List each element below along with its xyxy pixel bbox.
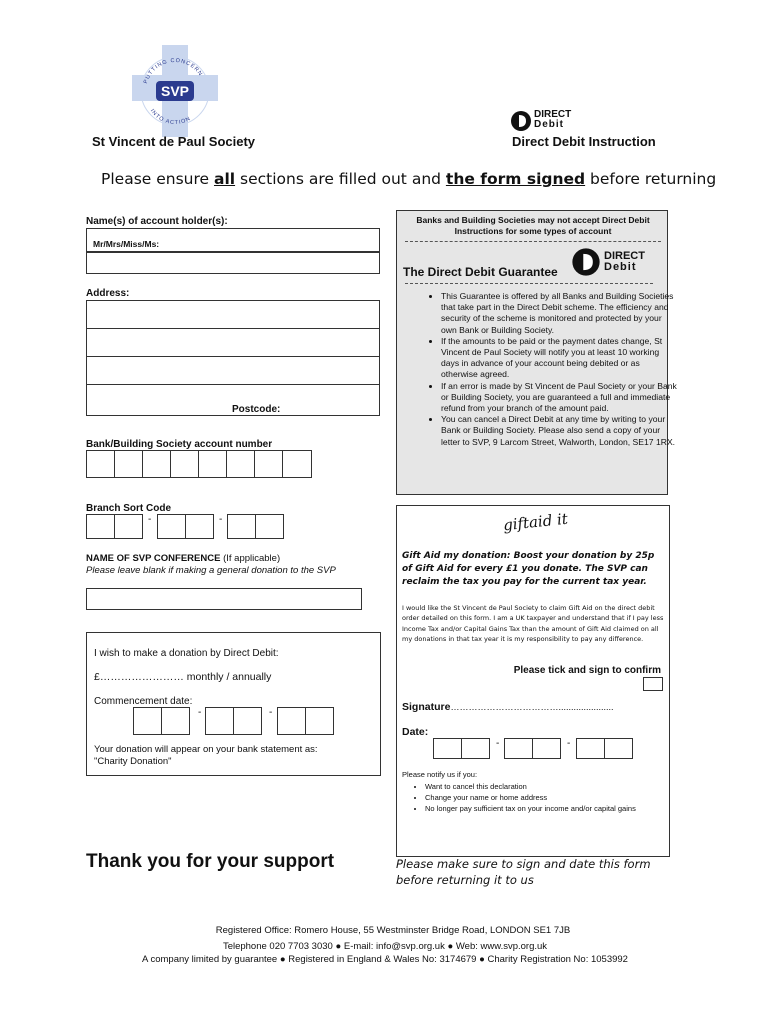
giftaid-year-2[interactable] bbox=[604, 738, 633, 759]
title-label: Mr/Mrs/Miss/Ms: bbox=[93, 239, 160, 249]
sort-code-separator: - bbox=[148, 514, 152, 525]
svp-logo bbox=[132, 45, 218, 137]
sort-code-digit-5[interactable] bbox=[227, 514, 256, 539]
guarantee-divider bbox=[405, 283, 653, 284]
guarantee-list bbox=[425, 291, 677, 448]
bullet-icon: ● bbox=[335, 941, 344, 952]
notice-post: before returning bbox=[585, 170, 717, 188]
statement-note-line2: "Charity Donation" bbox=[94, 756, 172, 767]
giftaid-month-1[interactable] bbox=[504, 738, 533, 759]
sort-code-digit-2[interactable] bbox=[114, 514, 143, 539]
sort-code-digit-6[interactable] bbox=[255, 514, 284, 539]
notice-line bbox=[101, 170, 716, 188]
account-number-digit-5[interactable] bbox=[198, 450, 227, 478]
bullet-icon: ● bbox=[447, 941, 456, 952]
bullet-icon: ● bbox=[279, 954, 289, 965]
commencement-day-1[interactable] bbox=[133, 707, 162, 735]
sign-reminder: Please make sure to sign and date this form before returning it to us bbox=[396, 857, 651, 887]
signature-label: Signature bbox=[402, 701, 451, 713]
giftaid-date-separator: - bbox=[567, 738, 571, 749]
giftaid-date-separator: - bbox=[496, 738, 500, 749]
conference-label-note: (If applicable) bbox=[220, 553, 281, 564]
guarantee-item: • This Guarantee is offered by all Banks and Building Societies that take part in the Direct Debit scheme. The efficiency and security of the scheme is monitored and protected by your own Bank or Building Society. bbox=[441, 291, 677, 336]
dd-logo-line2: Debit bbox=[534, 119, 564, 130]
conference-label bbox=[86, 553, 280, 564]
conference-label-bold: NAME OF SVP CONFERENCE bbox=[86, 553, 221, 564]
svg-text:INTO ACTION: INTO ACTION bbox=[148, 108, 193, 127]
guarantee-dd-logo-line1: DIRECT bbox=[604, 250, 645, 262]
guarantee-notice: Banks and Building Societies may not accept Direct Debit Instructions for some types of account bbox=[416, 215, 650, 236]
footer bbox=[0, 924, 770, 966]
bullet-icon: ● bbox=[479, 954, 488, 965]
account-number-digit-4[interactable] bbox=[170, 450, 199, 478]
conference-name-field[interactable] bbox=[86, 588, 362, 610]
footer-registration bbox=[0, 953, 770, 966]
footer-contact bbox=[0, 940, 770, 953]
account-number-digit-7[interactable] bbox=[254, 450, 283, 478]
guarantee-item: • If an error is made by St Vincent de Paul Society or your Bank or Building Society, you are guaranteed a full and immediate refund from your branch of the amount paid. bbox=[441, 381, 677, 415]
donation-box bbox=[86, 632, 381, 776]
footer-charity: Charity Registration No: 1053992 bbox=[487, 954, 628, 965]
conference-hint: Please leave blank if making a general donation to the SVP bbox=[86, 565, 336, 576]
sort-code-digit-3[interactable] bbox=[157, 514, 186, 539]
sort-code-digit-4[interactable] bbox=[185, 514, 214, 539]
gift-aid-box bbox=[396, 505, 670, 857]
account-number-digit-2[interactable] bbox=[114, 450, 143, 478]
giftaid-declaration: I would like the St Vincent de Paul Society to claim Gift Aid on the direct debit order detailed on this form. I am a UK taxpayer and understand that if I pay less Income Tax and/or Capital Gains Tax than the amount of Gift Aid claimed on all my donations in that tax year it is my responsibility to pay any difference. bbox=[402, 604, 664, 643]
account-number-digit-3[interactable] bbox=[142, 450, 171, 478]
svg-text:PUTTING CONCERN: PUTTING CONCERN bbox=[143, 57, 204, 85]
postcode-field[interactable] bbox=[86, 384, 380, 416]
notify-item: • No longer pay sufficient tax on your income and/or capital gains bbox=[425, 803, 681, 814]
account-number-digit-6[interactable] bbox=[226, 450, 255, 478]
account-number-label: Bank/Building Society account number bbox=[86, 439, 273, 450]
confirm-checkbox[interactable] bbox=[643, 677, 663, 691]
sort-code-digit-1[interactable] bbox=[86, 514, 115, 539]
statement-note-line1: Your donation will appear on your bank statement as: bbox=[94, 744, 318, 755]
giftaid-day-2[interactable] bbox=[461, 738, 490, 759]
direct-debit-symbol-icon bbox=[571, 247, 601, 277]
svp-cross-icon bbox=[132, 45, 218, 137]
giftaid-day-1[interactable] bbox=[433, 738, 462, 759]
title-field[interactable] bbox=[86, 228, 380, 252]
direct-debit-symbol-icon bbox=[510, 110, 532, 132]
notify-list bbox=[409, 781, 681, 814]
footer-address: Registered Office: Romero House, 55 Westminster Bridge Road, LONDON SE1 7JB bbox=[215, 925, 571, 936]
dd-logo-line1: DIRECT bbox=[534, 109, 572, 120]
footer-email[interactable]: E-mail: info@svp.org.uk bbox=[343, 941, 445, 952]
instruction-title: Direct Debit Instruction bbox=[512, 134, 656, 149]
commencement-year-1[interactable] bbox=[277, 707, 306, 735]
notice-signed: the form signed bbox=[445, 170, 586, 188]
account-number-digit-1[interactable] bbox=[86, 450, 115, 478]
account-number-digit-8[interactable] bbox=[282, 450, 312, 478]
postcode-label: Postcode: bbox=[232, 404, 281, 415]
giftaid-year-1[interactable] bbox=[576, 738, 605, 759]
commencement-separator: - bbox=[198, 707, 202, 718]
signature-dots: ………………………………...................... bbox=[450, 702, 614, 712]
donation-amount-text[interactable]: £…………………… monthly / annually bbox=[94, 671, 272, 683]
giftaid-month-2[interactable] bbox=[532, 738, 561, 759]
notice-mid: sections are filled out and bbox=[235, 170, 446, 188]
notify-item: • Change your name or home address bbox=[425, 792, 681, 803]
address-label: Address: bbox=[86, 288, 130, 299]
footer-registered: Registered in England & Wales No: 3174679 bbox=[288, 954, 477, 965]
guarantee-item: • You can cancel a Direct Debit at any time by writing to your Bank or Building Society. Please also send a copy of your letter to SVP, 9 Larcom Street, Walworth, London, SE17 1RX. bbox=[441, 414, 677, 448]
guarantee-title: The Direct Debit Guarantee bbox=[403, 265, 558, 279]
address-line-2-field[interactable] bbox=[86, 328, 380, 357]
commencement-month-2[interactable] bbox=[233, 707, 262, 735]
footer-company: A company limited by guarantee bbox=[142, 954, 278, 965]
sort-code-separator: - bbox=[219, 514, 223, 525]
guarantee-divider bbox=[405, 241, 661, 242]
address-line-1-field[interactable] bbox=[86, 300, 380, 329]
guarantee-dd-logo bbox=[571, 247, 663, 277]
address-line-3-field[interactable] bbox=[86, 356, 380, 385]
notice-all: all bbox=[213, 170, 236, 188]
giftaid-date-label: Date: bbox=[402, 726, 429, 738]
notice-pre: Please ensure bbox=[101, 170, 214, 188]
commencement-year-2[interactable] bbox=[305, 707, 334, 735]
sort-code-label: Branch Sort Code bbox=[86, 503, 172, 514]
logo-mark: SVP bbox=[160, 83, 190, 99]
giftaid-logo: giftaid it bbox=[502, 509, 569, 535]
notify-item: • Want to cancel this declaration bbox=[425, 781, 681, 792]
direct-debit-logo bbox=[510, 108, 606, 134]
account-holder-label: Name(s) of account holder(s): bbox=[86, 216, 228, 227]
commencement-label: Commencement date: bbox=[94, 696, 193, 707]
footer-web[interactable]: Web: www.svp.org.uk bbox=[455, 941, 548, 952]
tick-label: Please tick and sign to confirm bbox=[513, 665, 661, 676]
account-holder-name-field[interactable] bbox=[86, 252, 380, 274]
guarantee-dd-logo-line2: Debit bbox=[604, 261, 637, 273]
dd-guarantee-box bbox=[396, 210, 677, 495]
notify-label: Please notify us if you: bbox=[402, 770, 478, 779]
commencement-day-2[interactable] bbox=[161, 707, 190, 735]
signature-line[interactable] bbox=[402, 701, 613, 713]
giftaid-headline: Gift Aid my donation: Boost your donation by 25p of Gift Aid for every £1 you donate. The SVP can reclaim the tax you pay for the current tax year. bbox=[402, 551, 655, 587]
thank-you-message: Thank you for your support bbox=[86, 851, 335, 872]
commencement-month-1[interactable] bbox=[205, 707, 234, 735]
guarantee-item: • If the amounts to be paid or the payment dates change, St Vincent de Paul Society will notify you at least 10 working days in advance of your account being debited or as otherwise agreed. bbox=[441, 336, 677, 381]
donation-wish-text: I wish to make a donation by Direct Debit: bbox=[94, 648, 279, 659]
footer-phone: Telephone 020 7703 3030 bbox=[222, 941, 333, 952]
commencement-separator: - bbox=[269, 707, 273, 718]
org-name: St Vincent de Paul Society bbox=[92, 134, 256, 149]
